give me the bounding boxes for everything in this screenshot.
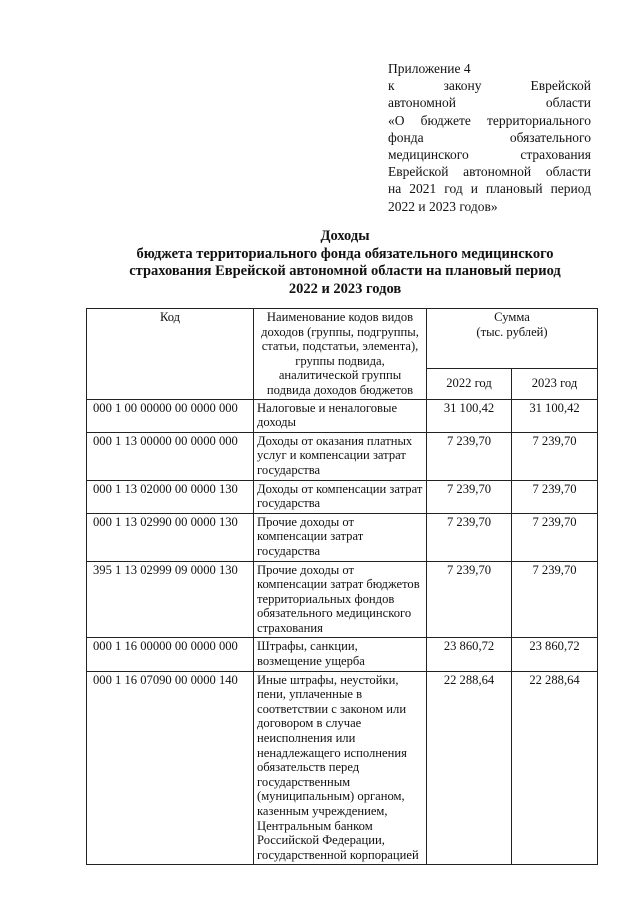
appendix-header — [388, 60, 591, 215]
appendix-line: 2022 и 2023 годов» — [388, 198, 498, 214]
title-line: 2022 и 2023 годов — [288, 280, 402, 297]
header-code: Код — [87, 309, 254, 400]
row-name: Иные штрафы, неустойки, пени, уплаченные в соответствии с законом или договором в случае неисполнения или ненадлежащего исполнения обязательств перед государственным (муниципальным) органом, казенным учреждением, Центральным банком Российской Федерации, государственной корпорацией — [254, 671, 427, 865]
row-code: 395 1 13 02999 09 0000 130 — [87, 561, 254, 638]
row-code: 000 1 13 02000 00 0000 130 — [87, 480, 254, 513]
appendix-line: к закону Еврейской — [388, 78, 591, 94]
table-row — [87, 513, 598, 561]
row-value-2023: 31 100,42 — [512, 399, 598, 432]
document-title — [80, 228, 610, 298]
row-code: 000 1 13 00000 00 0000 000 — [87, 432, 254, 480]
row-value-2023: 22 288,64 — [512, 671, 598, 865]
header-year-2023: 2023 год — [512, 369, 598, 400]
row-value-2022: 31 100,42 — [427, 399, 512, 432]
row-name: Доходы от оказания платных услуг и компенсации затрат государства — [254, 432, 427, 480]
table-row — [87, 399, 598, 432]
row-name: Прочие доходы от компенсации затрат государства — [254, 513, 427, 561]
row-value-2023: 23 860,72 — [512, 638, 598, 671]
table-row — [87, 432, 598, 480]
row-name: Штрафы, санкции, возмещение ущерба — [254, 638, 427, 671]
appendix-line: автономной области — [388, 95, 591, 111]
row-value-2023: 7 239,70 — [512, 432, 598, 480]
appendix-line: на 2021 год и плановый период — [388, 181, 591, 197]
revenue-table — [86, 308, 598, 865]
row-value-2022: 7 239,70 — [427, 432, 512, 480]
appendix-line: Приложение 4 — [388, 61, 471, 76]
row-name: Доходы от компенсации затрат государства — [254, 480, 427, 513]
title-line: Доходы — [320, 228, 370, 244]
row-value-2022: 23 860,72 — [427, 638, 512, 671]
appendix-line: Еврейской автономной области — [388, 164, 591, 180]
row-value-2022: 7 239,70 — [427, 480, 512, 513]
row-name: Прочие доходы от компенсации затрат бюджетов территориальных фондов обязательного медицинского страхования — [254, 561, 427, 638]
header-year-2022: 2022 год — [427, 369, 512, 400]
appendix-line: «О бюджете территориального — [388, 112, 591, 128]
header-sum — [427, 309, 598, 369]
row-value-2023: 7 239,70 — [512, 513, 598, 561]
row-value-2022: 22 288,64 — [427, 671, 512, 865]
row-code: 000 1 16 07090 00 0000 140 — [87, 671, 254, 865]
header-sum-label: Сумма — [494, 310, 530, 324]
header-sum-unit: (тыс. рублей) — [476, 324, 548, 339]
row-value-2023: 7 239,70 — [512, 561, 598, 638]
appendix-line: медицинского страхования — [388, 147, 591, 163]
row-value-2022: 7 239,70 — [427, 561, 512, 638]
appendix-line: фонда обязательного — [388, 129, 591, 145]
title-line: страхования Еврейской автономной области на плановый период — [129, 263, 561, 279]
row-value-2023: 7 239,70 — [512, 480, 598, 513]
row-value-2022: 7 239,70 — [427, 513, 512, 561]
row-code: 000 1 00 00000 00 0000 000 — [87, 399, 254, 432]
row-name: Налоговые и неналоговые доходы — [254, 399, 427, 432]
table-row — [87, 638, 598, 671]
table-row — [87, 561, 598, 638]
table-row — [87, 480, 598, 513]
table-row — [87, 671, 598, 865]
title-line: бюджета территориального фонда обязательного медицинского — [136, 245, 554, 262]
row-code: 000 1 16 00000 00 0000 000 — [87, 638, 254, 671]
row-code: 000 1 13 02990 00 0000 130 — [87, 513, 254, 561]
header-name: Наименование кодов видов доходов (группы, подгруппы, статьи, подстатьи, элемента), группы подвида, аналитической группы подвида доходов бюджетов — [254, 309, 427, 400]
table-header-row — [87, 309, 598, 369]
